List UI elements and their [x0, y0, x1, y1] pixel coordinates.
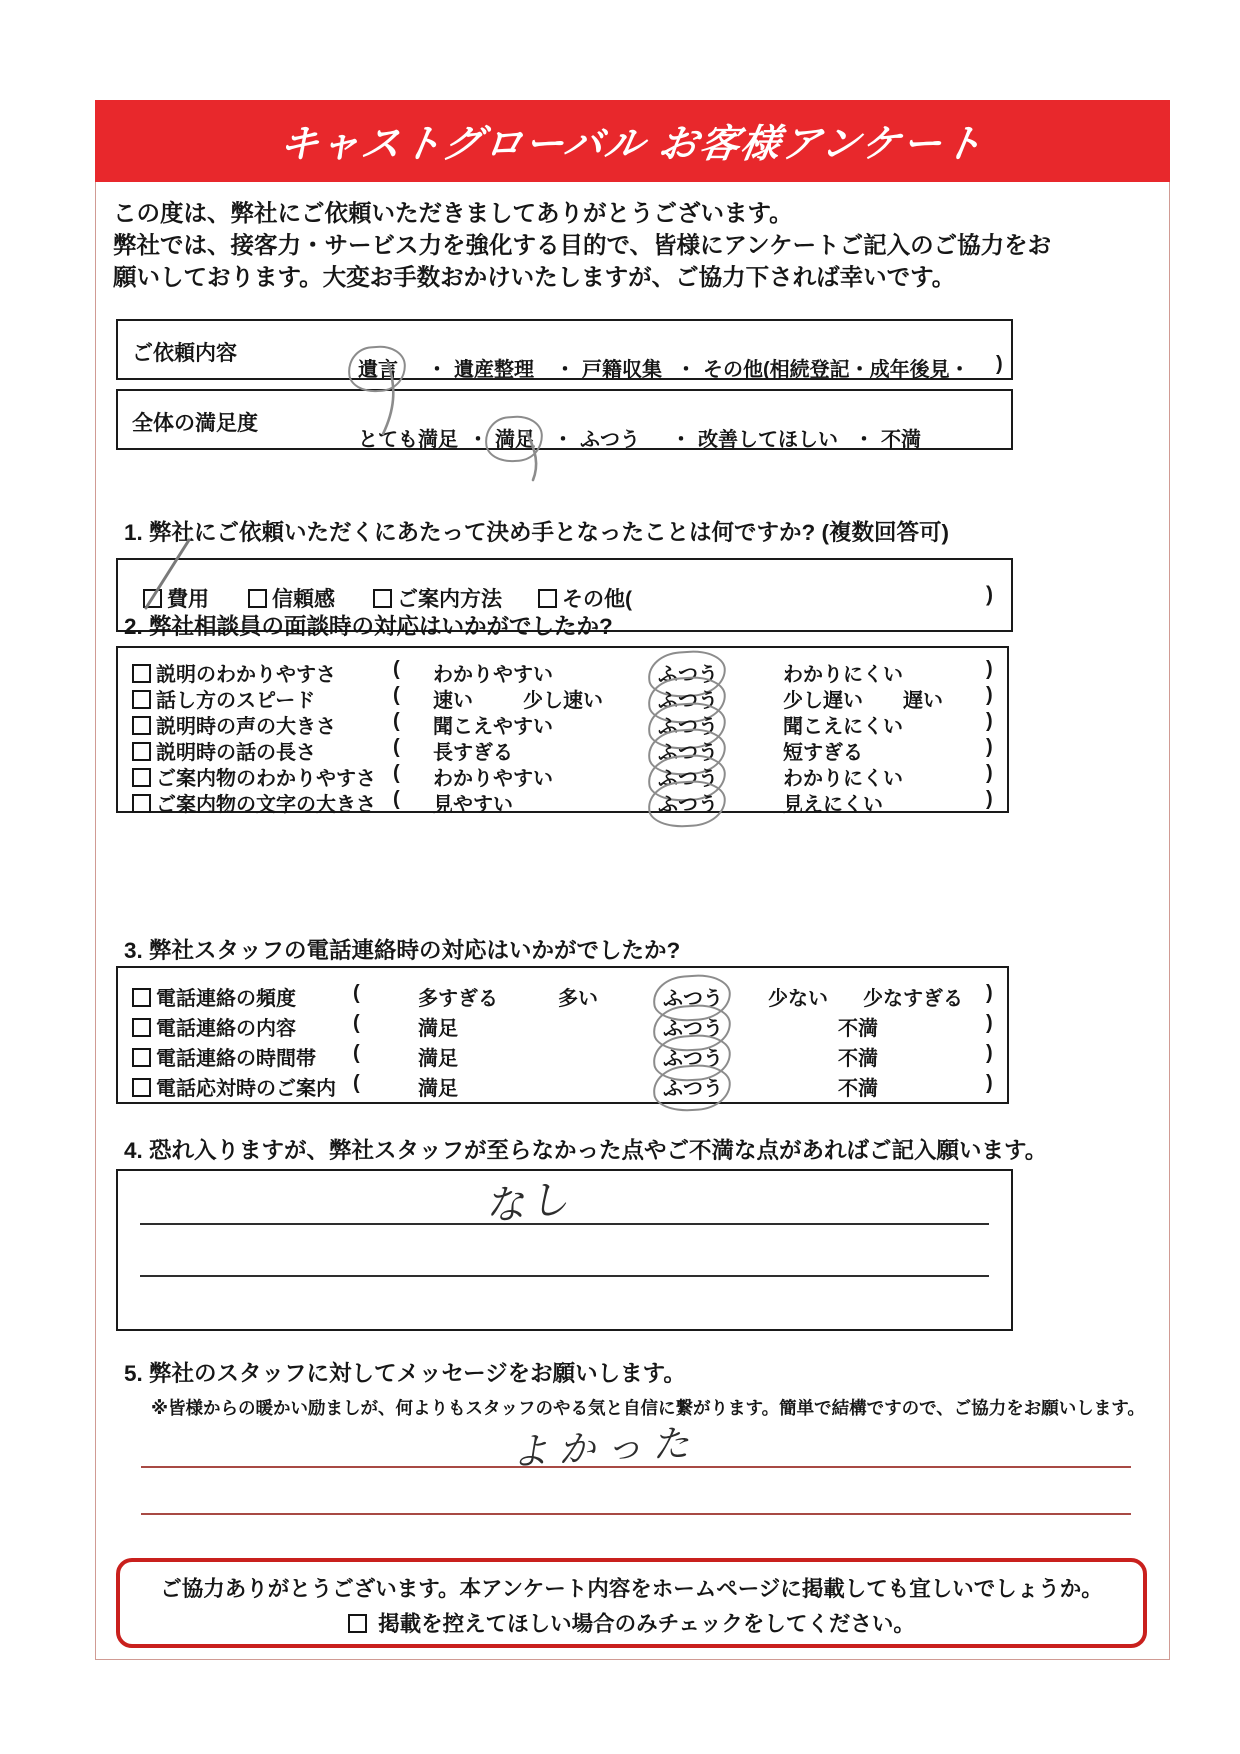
question-row — [118, 1010, 1007, 1040]
option: 満足 — [418, 1078, 458, 1100]
option: 戸籍収集 — [582, 359, 662, 381]
option: 聞こえにくい — [783, 716, 903, 738]
open-paren: ( — [393, 788, 400, 810]
open-paren: ( — [393, 658, 400, 680]
request-type-label: ご依頼内容 — [132, 342, 237, 365]
checkbox — [373, 589, 392, 608]
checkbox-label: その他( — [562, 588, 632, 611]
row-label-text: 話し方のスピード — [156, 690, 316, 712]
option-selected: ふつう — [663, 1072, 723, 1101]
option: 多すぎる — [418, 988, 498, 1010]
option: わかりにくい — [783, 768, 903, 790]
overall-satisfaction-box — [116, 389, 1013, 450]
checkbox — [132, 664, 151, 683]
option: その他(相続登記・成年後見・ — [703, 359, 970, 381]
option: 遅い — [903, 690, 943, 712]
option: わかりにくい — [783, 664, 903, 686]
open-paren: ( — [393, 762, 400, 784]
open-paren: ( — [393, 710, 400, 732]
open-paren: ( — [353, 1012, 360, 1034]
row-label — [132, 1042, 316, 1071]
option: 見やすい — [433, 794, 513, 816]
question-5-heading: 5. 弊社のスタッフに対してメッセージをお願いします。 — [124, 1361, 686, 1386]
row-label — [132, 982, 296, 1011]
option-selected: ふつう — [663, 982, 723, 1011]
option: 不満 — [838, 1078, 878, 1100]
option-separator: ・ — [427, 359, 447, 381]
option-selected: 満足 — [495, 423, 535, 452]
checkbox — [132, 794, 151, 813]
close-paren: ) — [986, 684, 993, 706]
option-separator: ・ — [671, 429, 691, 451]
close-paren: ) — [986, 1072, 993, 1094]
intro-text — [113, 197, 1158, 293]
option: 見えにくい — [783, 794, 883, 816]
row-label — [132, 1072, 336, 1101]
option: 遺産整理 — [454, 359, 534, 381]
option-selected: ふつう — [658, 736, 718, 765]
row-label — [132, 1012, 296, 1041]
checkbox — [248, 589, 267, 608]
checkbox — [538, 589, 557, 608]
close-paren: ) — [986, 788, 993, 810]
option-selected: ふつう — [663, 1042, 723, 1071]
checkbox-label: ご案内方法 — [397, 588, 502, 611]
handwritten-answer-q5: よかった — [510, 1422, 701, 1473]
option: 改善してほしい — [698, 429, 838, 451]
checkbox — [132, 1018, 151, 1037]
option-selected: 遺言 — [358, 353, 398, 382]
option-separator: ・ — [676, 359, 696, 381]
row-label-text: 説明のわかりやすさ — [156, 664, 336, 686]
question-row — [118, 980, 1007, 1010]
option-selected: ふつう — [658, 658, 718, 687]
checkbox-label: 信頼感 — [272, 588, 335, 611]
close-paren: ) — [986, 658, 993, 680]
question-row — [118, 1040, 1007, 1070]
checkbox — [132, 768, 151, 787]
option: 少し遅い — [783, 690, 863, 712]
option-separator: ・ — [553, 429, 573, 451]
question-2-table-box — [116, 646, 1009, 816]
option: 長すぎる — [433, 742, 513, 764]
checkbox — [132, 1078, 151, 1097]
option: ふつう — [580, 429, 640, 451]
option-separator: ・ — [854, 429, 874, 451]
option-separator: ・ — [555, 359, 575, 381]
row-label-text: ご案内物の文字の大きさ — [156, 794, 376, 816]
intro-line: 弊社では、接客力・サービス力を強化する目的で、皆様にアンケートご記入のご協力をお — [113, 232, 1052, 258]
question-2-heading: 2. 弊社相談員の面談時の対応はいかがでしたか? — [124, 614, 613, 639]
close-paren: ) — [986, 1012, 993, 1034]
open-paren: ( — [353, 1072, 360, 1094]
close-paren: ) — [986, 583, 993, 606]
question-row — [118, 682, 1007, 712]
question-row — [118, 708, 1007, 738]
option: とても満足 — [358, 429, 458, 451]
option-selected: ふつう — [663, 1012, 723, 1041]
question-row — [118, 786, 1007, 816]
consent-box — [116, 1558, 1147, 1648]
option-selected: ふつう — [658, 684, 718, 713]
option: 短すぎる — [783, 742, 863, 764]
close-paren: ) — [986, 736, 993, 758]
question-row — [118, 1070, 1007, 1100]
message-ruled-line — [141, 1513, 1131, 1515]
checkbox — [132, 716, 151, 735]
row-label-text: 説明時の声の大きさ — [156, 716, 336, 738]
ruled-line — [140, 1275, 989, 1277]
option: 少なすぎる — [863, 988, 963, 1010]
checkbox — [132, 690, 151, 709]
checkbox — [143, 589, 162, 608]
option: 少し速い — [523, 690, 603, 712]
question-row — [118, 760, 1007, 790]
option: 不満 — [838, 1018, 878, 1040]
option: 速い — [433, 690, 473, 712]
row-label-text: 説明時の話の長さ — [156, 742, 316, 764]
checkbox — [132, 742, 151, 761]
row-label-text: ご案内物のわかりやすさ — [156, 768, 376, 790]
option-selected: ふつう — [658, 710, 718, 739]
page-title: キャストグローバル お客様アンケート — [276, 123, 988, 166]
option: わかりやすい — [433, 768, 553, 790]
close-paren: ) — [986, 1042, 993, 1064]
option: 満足 — [418, 1048, 458, 1070]
overall-satisfaction-label: 全体の満足度 — [132, 412, 258, 435]
question-3-table-box — [116, 966, 1009, 1104]
consent-checkbox-label: 掲載を控えてほしい場合のみチェックをしてください。 — [378, 1612, 915, 1636]
row-label-text: 電話連絡の時間帯 — [156, 1048, 316, 1070]
question-4-heading: 4. 恐れ入りますが、弊社スタッフが至らなかった点やご不満な点があればご記入願います。 — [124, 1138, 1048, 1163]
option: 不満 — [881, 429, 921, 451]
header-banner — [95, 100, 1170, 182]
intro-line: この度は、弊社にご依頼いただきましてありがとうございます。 — [113, 200, 793, 226]
open-paren: ( — [353, 1042, 360, 1064]
checkbox — [132, 1048, 151, 1067]
row-label-text: 電話連絡の内容 — [156, 1018, 296, 1040]
close-paren: ) — [996, 353, 1003, 375]
row-label-text: 電話連絡の頻度 — [156, 988, 296, 1010]
close-paren: ) — [986, 762, 993, 784]
close-paren: ) — [986, 982, 993, 1004]
option: 不満 — [838, 1048, 878, 1070]
checkbox-label: 費用 — [167, 588, 209, 611]
checkbox — [132, 988, 151, 1007]
consent-checkbox — [348, 1614, 367, 1633]
option-separator: ・ — [468, 429, 488, 451]
survey-page-frame — [95, 100, 1170, 1660]
option: 多い — [558, 988, 598, 1010]
option: 満足 — [418, 1018, 458, 1040]
open-paren: ( — [393, 684, 400, 706]
option-selected: ふつう — [658, 762, 718, 791]
close-paren: ) — [986, 710, 993, 732]
question-5-note: ※皆様からの暖かい励ましが、何よりもスタッフのやる気と自信に繋がります。簡単で結構ですので、ご協力をお願いします。 — [151, 1398, 1145, 1418]
option-selected: ふつう — [658, 788, 718, 817]
row-label-text: 電話応対時のご案内 — [156, 1078, 336, 1100]
option: 少ない — [768, 988, 828, 1010]
open-paren: ( — [353, 982, 360, 1004]
intro-line: 願いしております。大変お手数おかけいたしますが、ご協力下されば幸いです。 — [113, 264, 956, 290]
handwritten-answer-q4: なし — [482, 1176, 575, 1230]
consent-checkbox-line — [120, 1607, 1143, 1638]
row-label — [132, 788, 376, 817]
question-3-heading: 3. 弊社スタッフの電話連絡時の対応はいかがでしたか? — [124, 938, 681, 963]
open-paren: ( — [393, 736, 400, 758]
question-1-heading: 1. 弊社にご依頼いただくにあたって決め手となったことは何ですか? (複数回答可) — [124, 520, 949, 545]
option: わかりやすい — [433, 664, 553, 686]
consent-line: ご協力ありがとうございます。本アンケート内容をホームページに掲載しても宜しいでしょうか。 — [160, 1577, 1103, 1601]
request-type-box — [116, 319, 1013, 380]
option: 聞こえやすい — [433, 716, 553, 738]
question-row — [118, 656, 1007, 686]
question-row — [118, 734, 1007, 764]
